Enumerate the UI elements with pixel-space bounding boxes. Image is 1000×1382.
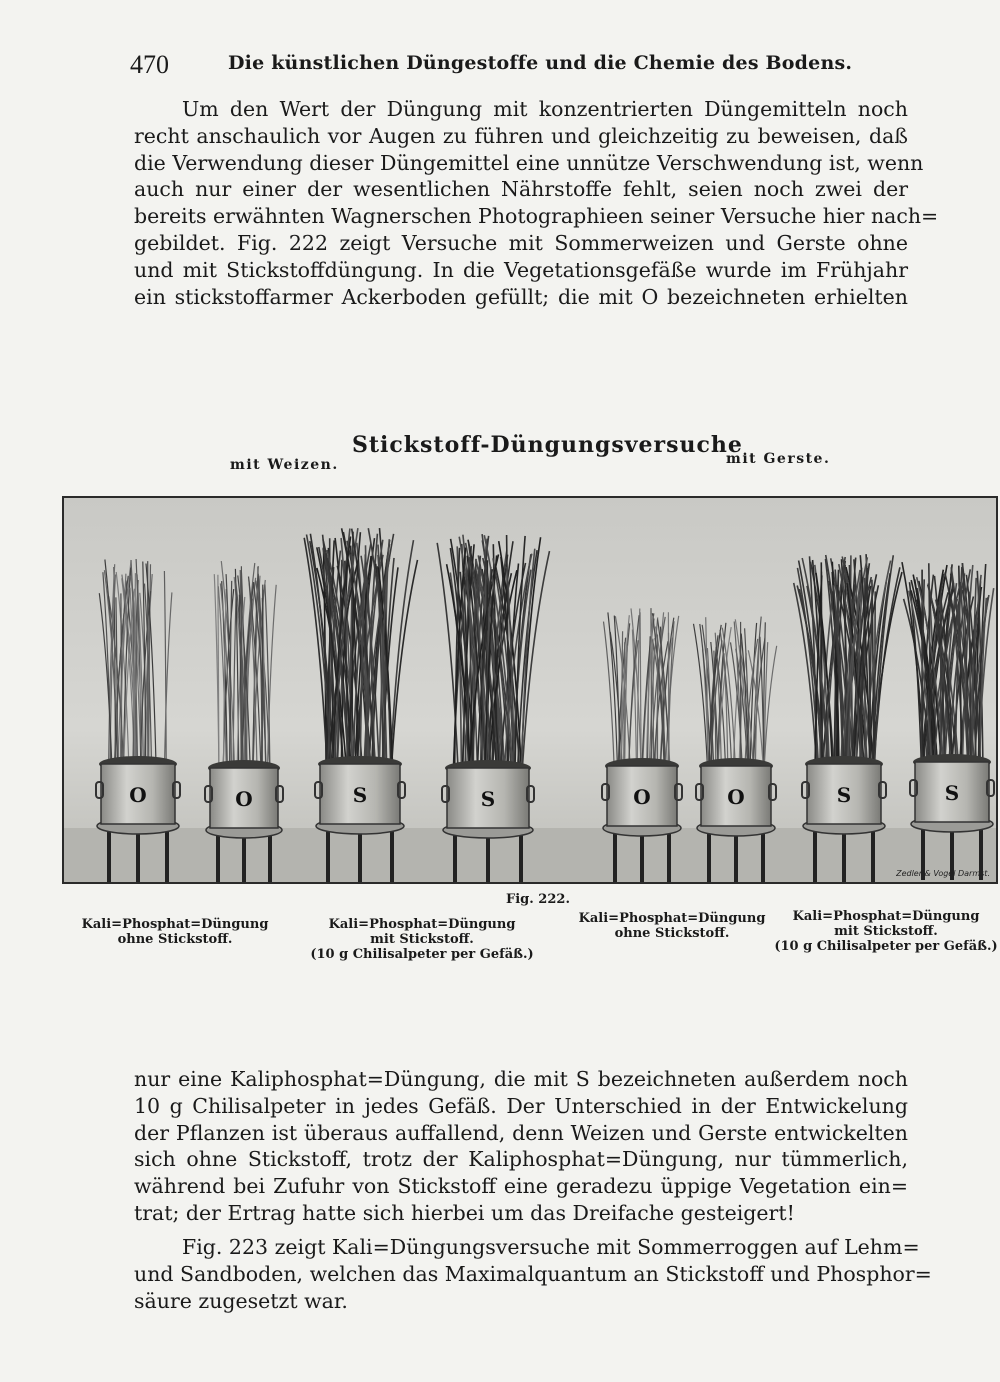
figure-label-barley: mit Gerste.	[726, 451, 831, 467]
caption-line: mit Stickstoff.	[370, 932, 474, 947]
text-line: recht anschaulich vor Augen zu führen und gleichzeitig zu beweisen, daß	[134, 123, 908, 148]
text-line: gebildet. Fig. 222 zeigt Versuche mit Sommerweizen und Gerste ohne	[134, 230, 908, 255]
text-line: der Pflanzen ist überaus auffallend, denn Weizen und Gerste entwickelten	[134, 1120, 908, 1145]
caption-line: mit Stickstoff.	[834, 924, 938, 939]
paragraph-results	[134, 1066, 908, 1227]
caption-line: Kali=Phosphat=Düngung	[578, 911, 766, 926]
caption-line: (10 g Chilisalpeter per Gefäß.)	[774, 939, 998, 954]
text-line: ein stickstoffarmer Ackerboden gefüllt; die mit O bezeichneten erhielten	[134, 284, 908, 309]
photo-credit: Zedler & Vogel Darmst.	[896, 869, 990, 878]
photo-illustration	[64, 498, 996, 882]
text-line: und Sandboden, welchen das Maximalquantum an Stickstoff und Phosphor=	[134, 1261, 932, 1286]
caption-wheat-without-nitrogen	[80, 917, 270, 947]
text-line: nur eine Kaliphosphat=Düngung, die mit S bezeichneten außerdem noch	[134, 1067, 908, 1091]
pot-mark: S	[836, 783, 852, 807]
caption-line: Kali=Phosphat=Düngung	[81, 917, 269, 932]
pot-mark: O	[727, 785, 745, 809]
paragraph-intro	[134, 96, 939, 310]
caption-line: (10 g Chilisalpeter per Gefäß.)	[310, 947, 534, 962]
pot-mark: S	[480, 787, 496, 811]
page-header	[130, 46, 930, 86]
text-line: 10 g Chilisalpeter in jedes Gefäß. Der Unterschied in der Entwickelung	[134, 1093, 908, 1118]
caption-barley-without-nitrogen	[572, 911, 772, 941]
pot-mark: O	[633, 785, 651, 809]
caption-line: Kali=Phosphat=Düngung	[792, 909, 980, 924]
pot-mark: S	[352, 783, 368, 807]
caption-wheat-with-nitrogen	[282, 917, 562, 962]
experiment-photograph	[62, 496, 998, 884]
figure-title: Stickstoff-Düngungsversuche	[352, 432, 743, 458]
caption-line: Kali=Phosphat=Düngung	[328, 917, 516, 932]
text-line: säure zugesetzt war.	[134, 1288, 348, 1313]
pot-mark: O	[129, 783, 147, 807]
text-line: bereits erwähnten Wagnerschen Photographieen seiner Versuche hier nach=	[134, 204, 939, 229]
figure-number: Fig. 222.	[506, 892, 570, 907]
text-line: sich ohne Stickstoff, trotz der Kaliphosphat=Düngung, nur tümmerlich,	[134, 1147, 908, 1172]
text-line: auch nur einer der wesentlichen Nährstoffe fehlt, seien noch zwei der	[134, 177, 908, 202]
text-line: Um den Wert der Düngung mit konzentrierten Düngemitteln noch	[182, 97, 908, 121]
pot-mark: O	[235, 787, 253, 811]
text-line: und mit Stickstoffdüngung. In die Vegetationsgefäße wurde im Frühjahr	[134, 257, 908, 282]
page-number: 470	[130, 50, 169, 79]
caption-line: ohne Stickstoff.	[614, 926, 730, 941]
running-title: Die künstlichen Düngestoffe und die Chemie des Bodens.	[228, 52, 853, 74]
text-line: die Verwendung dieser Düngemittel eine unnütze Verschwendung ist, wenn	[134, 150, 924, 175]
text-line: während bei Zufuhr von Stickstoff eine geradezu üppige Vegetation ein=	[134, 1174, 908, 1199]
text-line: Fig. 223 zeigt Kali=Düngungsversuche mit Sommerroggen auf Lehm=	[182, 1235, 920, 1259]
figure-label-wheat: mit Weizen.	[230, 457, 339, 473]
caption-line: ohne Stickstoff.	[117, 932, 233, 947]
text-line: trat; der Ertrag hatte sich hierbei um das Dreifache gesteigert!	[134, 1200, 795, 1225]
caption-barley-with-nitrogen	[766, 909, 1000, 954]
pot-mark: S	[944, 781, 960, 805]
paragraph-fig-223	[134, 1234, 932, 1314]
